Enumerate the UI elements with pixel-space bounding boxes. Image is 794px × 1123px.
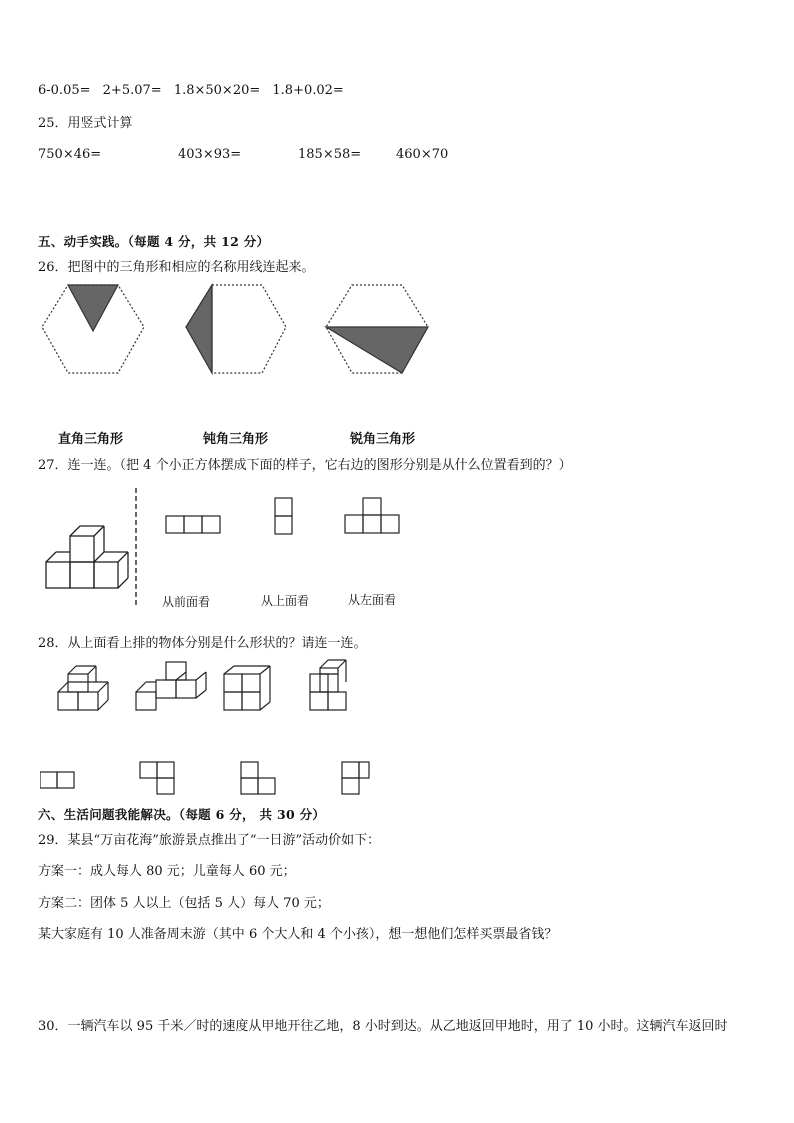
top-view-shape-4	[342, 762, 369, 794]
q25-title: 25．用竖式计算	[38, 116, 133, 131]
q25-item: 403×93=	[178, 147, 242, 162]
q30-title: 30．一辆汽车以 95 千米／时的速度从甲地开往乙地，8 小时到达。从乙地返回甲地时，用了 10 小时。这辆汽车返回时	[38, 1019, 728, 1034]
q25-item: 750×46=	[38, 147, 102, 162]
q26-title: 26．把图中的三角形和相应的名称用线连起来。	[38, 260, 315, 275]
section-6-title: 六、生活问题我能解决。（每题 6 分， 共 30 分）	[38, 807, 326, 822]
object-3	[224, 666, 270, 710]
view-left	[345, 498, 399, 533]
q25-item: 185×58=	[298, 147, 362, 162]
q29-question: 某大家庭有 10 人准备周末游（其中 6 个大人和 4 个小孩），想一想他们怎样买票最省钱？	[38, 927, 558, 942]
object-4	[310, 660, 346, 710]
hexagon-right-triangle	[42, 285, 144, 373]
top-view-shape-3	[241, 762, 275, 794]
cube-stack	[46, 526, 128, 588]
q27-label: 从前面看	[162, 595, 211, 609]
q29-plan-2: 方案二：团体 5 人以上（包括 5 人）每人 70 元；	[38, 896, 330, 911]
q26-label: 直角三角形	[58, 432, 124, 447]
q27-label: 从左面看	[348, 593, 397, 607]
expression: 6-0.05=	[38, 83, 91, 98]
section-5-title: 五、动手实践。（每题 4 分，共 12 分）	[38, 234, 270, 249]
object-2	[136, 662, 206, 710]
top-view-shape-1	[40, 772, 74, 788]
view-top	[275, 498, 292, 534]
q27-title: 27．连一连。（把 4 个小正方体摆成下面的样子，它右边的图形分别是从什么位置看到的？）	[38, 458, 572, 473]
hexagon-acute-triangle	[326, 285, 428, 373]
q28-figures	[40, 658, 370, 798]
q27-label: 从上面看	[261, 594, 310, 608]
object-1	[58, 666, 108, 710]
q24-expressions	[38, 82, 352, 100]
q28-title: 28．从上面看上排的物体分别是什么形状的？请连一连。	[38, 636, 367, 651]
q26-label: 钝角三角形	[203, 432, 269, 447]
top-view-shape-2	[140, 762, 174, 794]
q29-plan-1: 方案一：成人每人 80 元；儿童每人 60 元；	[38, 864, 296, 879]
view-front	[166, 516, 220, 533]
expression: 1.8×50×20=	[173, 83, 261, 98]
expression: 1.8+0.02=	[272, 83, 344, 98]
q26-label: 锐角三角形	[350, 432, 416, 447]
expression: 2+5.07=	[102, 83, 162, 98]
hexagon-obtuse-triangle	[186, 285, 286, 373]
q26-hexagon-figures	[38, 283, 438, 378]
q25-item: 460×70	[396, 147, 449, 162]
q29-title: 29．某县“万亩花海”旅游景点推出了“一日游”活动价如下：	[38, 833, 381, 848]
